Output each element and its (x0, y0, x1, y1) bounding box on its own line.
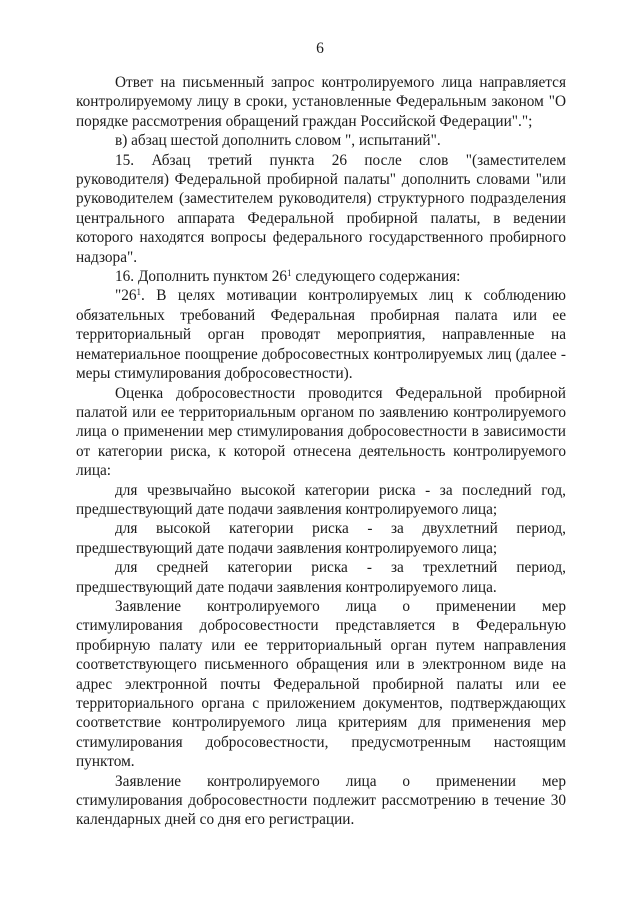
page-number: 6 (316, 40, 324, 57)
paragraph-point-26-1: "$26^1$. В целях мотивации контролируемых лиц к соблюдению обязательных требований Федеральная пробирная палата или ее территориальный орган проводят мероприятия, направленные на нематериальное поощрение добросовестных контролируемых лиц (далее - меры стимулирования добросовестности). (76, 287, 566, 383)
paragraph-assessment: Оценка добросовестности проводится Федеральной пробирной палатой или ее территориальным органом по заявлению контролируемого лица о применении мер стимулирования добросовестности в зависимости от категории риска, к которой отнесена деятельность контролируемого лица: (76, 384, 566, 480)
superscript: 1 (287, 268, 292, 279)
paragraph-item-15: 15. Абзац третий пункта 26 после слов "(заместителем руководителя) Федеральной пробирной палаты" дополнить словами "или руководителем (заместителем руководителя) структурного подразделения центрального аппарата Федеральной пробирной палаты, в ведении которого находятся вопросы федерального государственного пробирного надзора". (76, 151, 566, 266)
document-body (76, 73, 566, 830)
paragraph-application-review: Заявление контролируемого лица о применении мер стимулирования добросовестности подлежит рассмотрению в течение 30 календарных дней со дня его регистрации. (76, 772, 566, 829)
paragraph-high-risk: для высокой категории риска - за двухлетний период, предшествующий дате подачи заявления контролируемого лица; (76, 520, 566, 557)
paragraph-answer-deadline: Ответ на письменный запрос контролируемого лица направляется контролируемому лицу в сроки, установленные Федеральным законом "О порядке рассмотрения обращений граждан Российской Федерации"."; (76, 74, 566, 130)
paragraph-extremely-high-risk: для чрезвычайно высокой категории риска - за последний год, предшествующий дате подачи заявления контролируемого лица; (76, 481, 566, 518)
paragraph-application-submission: Заявление контролируемого лица о применении мер стимулирования добросовестности представляется в Федеральную пробирную палату или ее территориальный орган путем направления соответствующего письменного обращения или в электронном виде на адрес электронной почты Федеральной пробирной палаты или ее территориального органа с приложением документов, подтверждающих соответствие контролируемого лица критериям для применения мер стимулирования добросовестности, предусмотренным настоящим пунктом. (76, 597, 566, 771)
paragraph-item-v: в) абзац шестой дополнить словом ", испытаний". (115, 132, 441, 150)
paragraph-item-16: 16. Дополнить пунктом $26^1$ следующего содержания: (115, 268, 461, 286)
paragraph-medium-risk: для средней категории риска - за трехлетний период, предшествующий дате подачи заявления контролируемого лица. (76, 559, 566, 596)
superscript: 1 (136, 287, 142, 298)
